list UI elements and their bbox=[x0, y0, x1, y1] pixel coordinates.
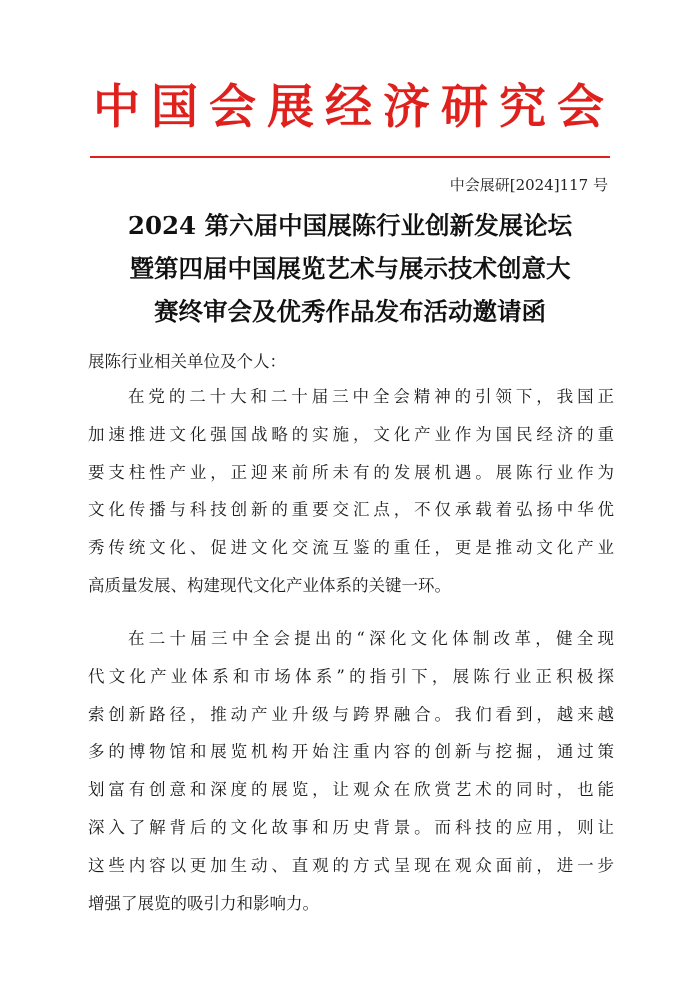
title-line: 暨第四届中国展览艺术与展示技术创意大 bbox=[129, 254, 571, 283]
title-line: 赛终审会及优秀作品发布活动邀请函 bbox=[154, 297, 546, 326]
paragraph-line: 这些内容以更加生动、直观的方式呈现在观众面前，进一步 bbox=[88, 855, 614, 875]
paragraph-line: 在二十届三中全会提出的“深化文化体制改革，健全现 bbox=[128, 629, 614, 648]
organization-header: 中国会展经济研究会 bbox=[93, 80, 615, 135]
paragraph-line: 在党的二十大和二十届三中全会精神的引领下，我国正 bbox=[128, 387, 614, 406]
document-number: 中会展研[2024]117 号 bbox=[449, 176, 608, 194]
paragraph-line: 增强了展览的吸引力和影响力。 bbox=[88, 893, 319, 913]
paragraph-line: 加速推进文化强国战略的实施，文化产业作为国民经济的重 bbox=[88, 424, 614, 444]
title-line: 2024 第六届中国展陈行业创新发展论坛 bbox=[127, 211, 573, 240]
paragraph-line: 划富有创意和深度的展览，让观众在欣赏艺术的同时，也能 bbox=[88, 780, 614, 800]
paragraph-line: 要支柱性产业，正迎来前所未有的发展机遇。展陈行业作为 bbox=[88, 462, 614, 482]
paragraph-line: 深入了解背后的文化故事和历史背景。而科技的应用，则让 bbox=[88, 817, 614, 837]
paragraph-line: 秀传统文化、促进文化交流互鉴的重任，更是推动文化产业 bbox=[88, 538, 614, 558]
paragraph-line: 高质量发展、构建现代文化产业体系的关键一环。 bbox=[88, 575, 451, 595]
paragraph-line: 索创新路径，推动产业升级与跨界融合。我们看到，越来越 bbox=[88, 704, 614, 724]
red-divider-line bbox=[90, 156, 610, 158]
body-paragraph-1 bbox=[88, 378, 614, 605]
paragraph-line: 文化传播与科技创新的重要交汇点，不仅承载着弘扬中华优 bbox=[88, 500, 614, 520]
paragraph-line: 多的博物馆和展览机构开始注重内容的创新与挖掘，通过策 bbox=[88, 742, 614, 762]
document-title bbox=[80, 204, 620, 333]
paragraph-line: 代文化产业体系和市场体系”的指引下，展陈行业正积极探 bbox=[88, 666, 614, 686]
salutation: 展陈行业相关单位及个人： bbox=[88, 352, 286, 371]
body-paragraph-2 bbox=[88, 620, 614, 922]
